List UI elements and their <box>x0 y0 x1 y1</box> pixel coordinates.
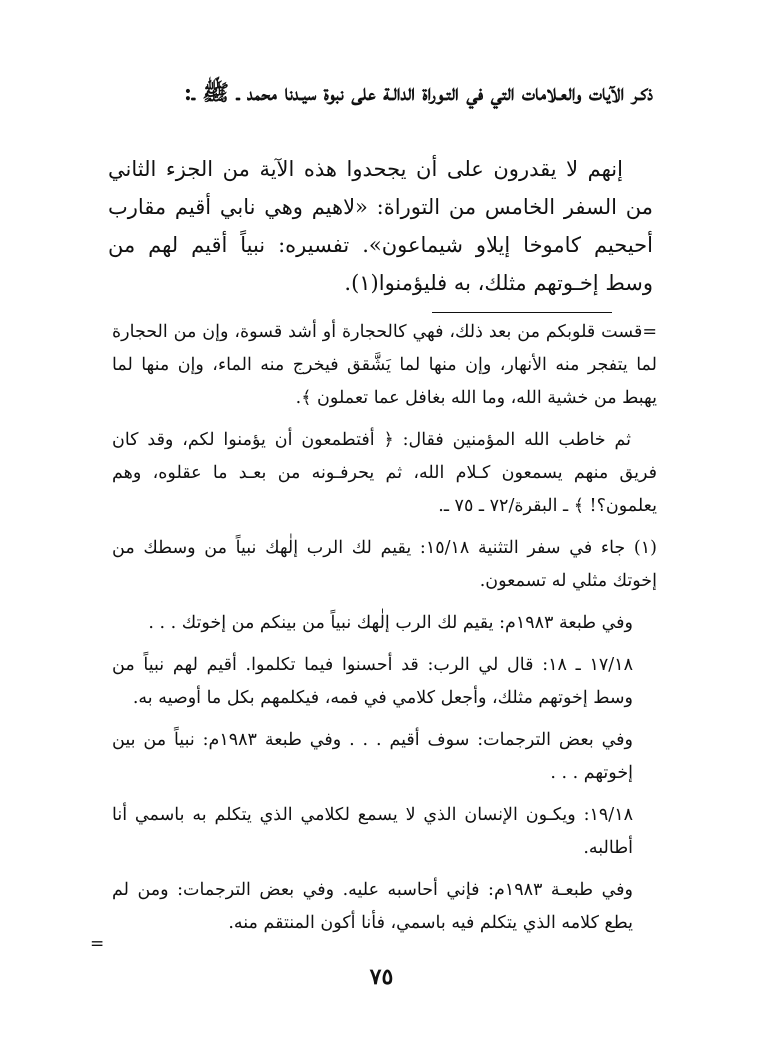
footnote-paragraph: ثم خاطب الله المؤمنين فقال: ﴿ أفتطمعون أن يؤمنوا لكم، وقد كان فريق منهم يسمعون كـلام الله، ثم يحرفـونه من بعـد ما عقلوه، وهم يعلمون؟! ﴾ ـ البقرة/٧٢ ـ ٧٥ ـ. <box>112 430 657 516</box>
footnote-paragraph: وفي طبعـة ١٩٨٣م: فإني أحاسبه عليه. وفي بعض الترجمات: ومن لم يطع كلامه الذي يتكلم فيه باسمي، فأنا أكون المنتقم منه. <box>112 880 633 933</box>
footnote-paragraph: ١٩/١٨: ويكـون الإنسان الذي لا يسمع لكلامي الذي يتكلم به باسمي أنا أطالبه. <box>112 805 633 858</box>
footnote-1: (١) جاء في سفر التثنية ١٥/١٨: يقيم لك الرب إلٰهك نبياً من وسطك من إخوتك مثلي له تسمعون. <box>112 538 657 591</box>
footnote-paragraph: وفي طبعة ١٩٨٣م: يقيم لك الرب إلٰهك نبياً من بينكم من إخوتك . . . <box>148 613 633 633</box>
continuation-mark: = <box>90 934 105 954</box>
footnote-paragraph: =قست قلوبكم من بعد ذلك، فهي كالحجارة أو أشد قسوة، وإن من الحجارة لما يتفجر منه الأنهار، وإن منها لما يَشَّقق فيخرج منه الماء، وإن منها لما يهبط من خشية الله، وما الله بغافل عما تعملون ﴾. <box>112 322 657 408</box>
main-paragraph: إنهم لا يقدرون على أن يجحدوا هذه الآية من الجزء الثاني من السفر الخامس من التوراة: «لاهيم وهي نابي أقيم مقارب أحيحيم كاموخا إيلاو شيماعون». تفسيره: نبياً أقيم لهم من وسط إخـوتهم مثلك، به فليؤمنوا(١). <box>108 157 653 295</box>
footnote-divider <box>432 312 612 313</box>
page-number: ٧٥ <box>369 964 394 990</box>
main-body <box>108 150 653 302</box>
section-heading: ذكـر الآيات والعـلامات التي في التـوراة الدالـة على نبوة سيـدنا محمد ـ ﷺ ـ: <box>183 80 653 106</box>
footnote-paragraph: وفي بعض الترجمات: سوف أقيم . . . وفي طبعة ١٩٨٣م: نبياً من بين إخوتهم . . . <box>112 730 633 783</box>
footnote-paragraph: ١٧/١٨ ـ ١٨: قال لي الرب: قد أحسنوا فيما تكلموا. أقيم لهم نبياً من وسط إخوتهم مثلك، وأجعل كلامي في فمه، فيكلمهم بكل ما أوصيه به. <box>112 655 633 708</box>
footnotes-section <box>112 316 657 949</box>
